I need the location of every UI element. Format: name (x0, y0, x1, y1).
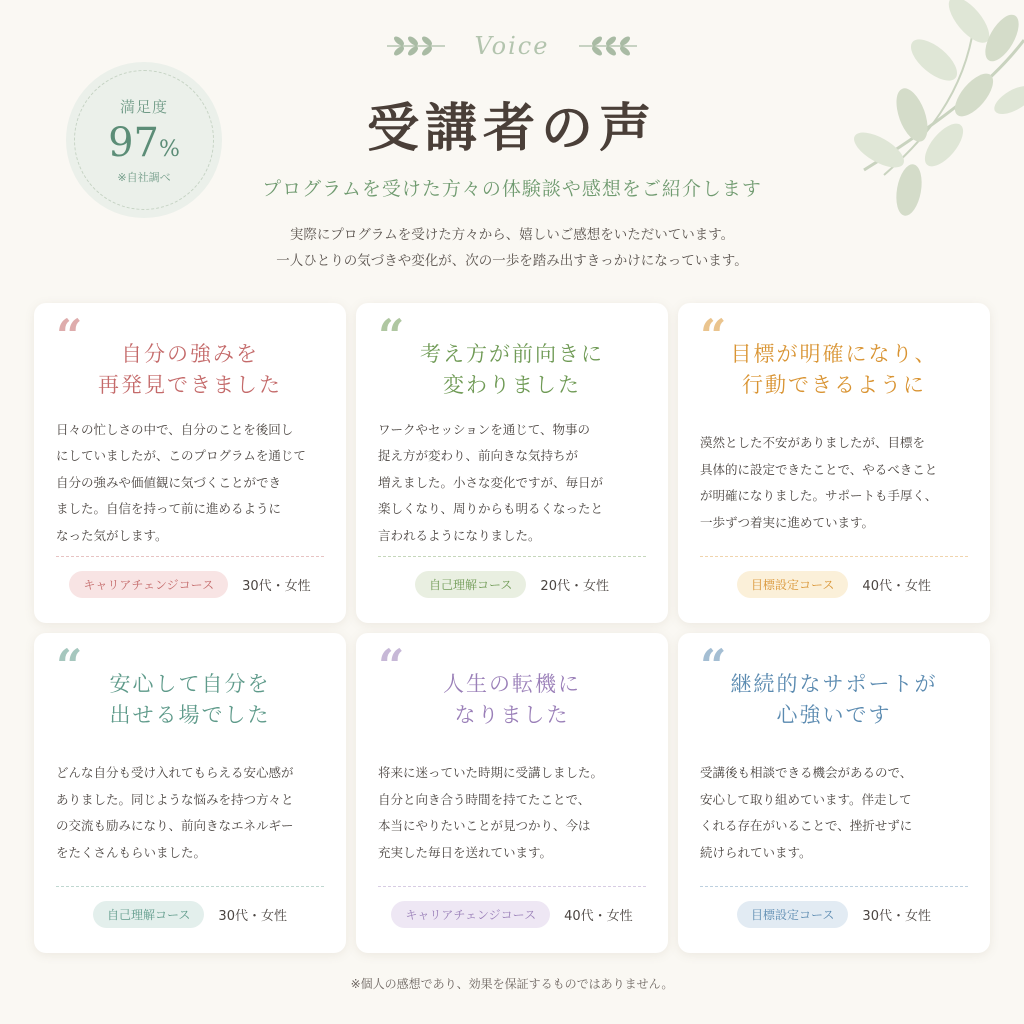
card-footer (700, 901, 968, 928)
card-body-line: 楽しくなり、周りからも明るくなったと (378, 501, 604, 517)
card-title (700, 339, 968, 401)
card-title (378, 339, 646, 401)
card-title (378, 669, 646, 731)
card-title-line: 考え方が前向きに (420, 342, 604, 366)
testimonial-card (34, 303, 346, 623)
intro-line: 一人ひとりの気づきや変化が、次の一歩を踏み出すきっかけになっています。 (276, 253, 748, 269)
card-footer (56, 901, 324, 928)
course-tag: 目標設定コース (737, 901, 848, 928)
card-body-line: 安心して取り組めています。伴走して (700, 791, 912, 807)
card-body-line: 充実した毎日を送れています。 (378, 844, 553, 860)
testimonial-card (356, 633, 668, 953)
badge-unit: % (159, 136, 180, 162)
testimonial-card (34, 633, 346, 953)
badge-number: 97 (108, 119, 159, 166)
card-divider (378, 556, 646, 557)
card-divider (56, 886, 324, 887)
disclaimer-footnote: ※個人の感想であり、効果を保証するものではありません。 (350, 977, 674, 991)
course-tag: 自己理解コース (93, 901, 204, 928)
card-body (56, 745, 324, 881)
quote-mark-icon: “ (56, 309, 83, 363)
sprig-left-icon (385, 35, 447, 57)
card-divider (378, 886, 646, 887)
card-body-line: 自分と向き合う時間を持てたことで、 (378, 791, 591, 807)
card-body-line: 一歩ずつ着実に進めています。 (700, 514, 875, 530)
card-body-line: くれる存在がいることで、挫折せずに (700, 818, 913, 833)
card-divider (56, 556, 324, 557)
testimonial-card (678, 303, 990, 623)
page-subtitle: プログラムを受けた方々の体験談や感想をご紹介します (262, 178, 762, 200)
card-body-line: なった気がします。 (56, 527, 168, 543)
card-body-line: ワークやセッションを通じて、物事の (378, 421, 591, 437)
card-body-line: 自分の強みや価値観に気づくことができ (56, 474, 282, 490)
card-body-line: 具体的に設定できたことで、やるべきこと (700, 461, 938, 477)
card-footer (56, 571, 324, 598)
intro-text (0, 222, 1024, 274)
badge-label: 満足度 (119, 97, 168, 116)
page-title: 受講者の声 (366, 98, 657, 159)
card-title-line: 変わりました (443, 373, 581, 397)
card-body-line: の交流も励みになり、前向きなエネルギー (56, 818, 294, 833)
quote-mark-icon: “ (700, 639, 727, 693)
course-tag: キャリアチェンジコース (69, 571, 228, 598)
reviewer-meta: 20代・女性 (540, 579, 609, 594)
voice-heading-row (0, 32, 1024, 60)
card-title (56, 339, 324, 401)
course-tag: 自己理解コース (415, 571, 526, 598)
card-body-line: 受講後も相談できる機会があるので、 (700, 765, 913, 780)
card-title-line: 目標が明確になり、 (730, 342, 938, 366)
badge-note: ※自社調べ (117, 170, 171, 184)
card-body-line: 言われるようになりました。 (378, 527, 541, 543)
card-title (56, 669, 324, 731)
card-body-line: 漠然とした不安がありましたが、目標を (700, 435, 926, 450)
card-body-line: 将来に迷っていた時期に受講しました。 (378, 765, 604, 780)
card-body-line: 本当にやりたいことが見つかり、今は (378, 818, 591, 833)
card-body-line: が明確になりました。サポートも手厚く、 (700, 488, 938, 503)
quote-mark-icon: “ (700, 309, 727, 363)
card-body-line: ました。自信を持って前に進めるように (56, 501, 282, 517)
card-body-line: どんな自分も受け入れてもらえる安心感が (56, 765, 294, 780)
card-title-line: 安心して自分を (109, 672, 271, 696)
course-tag: キャリアチェンジコース (391, 901, 550, 928)
card-body-line: 日々の忙しさの中で、自分のことを後回し (56, 421, 294, 437)
intro-line: 実際にプログラムを受けた方々から、嬉しいご感想をいただいています。 (289, 227, 735, 243)
card-footer (378, 571, 646, 598)
quote-mark-icon: “ (378, 639, 405, 693)
card-title-line: なりました (454, 703, 570, 727)
quote-mark-icon: “ (378, 309, 405, 363)
sprig-right-icon (577, 35, 639, 57)
card-body-line: をたくさんもらいました。 (56, 844, 207, 860)
card-body (378, 745, 646, 881)
reviewer-meta: 40代・女性 (564, 909, 633, 924)
card-body (56, 415, 324, 551)
card-title-line: 出せる場でした (109, 703, 271, 727)
card-title-line: 自分の強みを (121, 342, 259, 366)
voice-label: Voice (474, 32, 550, 60)
card-divider (700, 556, 968, 557)
reviewer-meta: 40代・女性 (862, 579, 931, 594)
course-tag: 目標設定コース (737, 571, 848, 598)
reviewer-meta: 30代・女性 (242, 579, 311, 594)
card-title-line: 再発見できました (98, 373, 282, 397)
card-body (700, 415, 968, 551)
card-body-line: 増えました。小さな変化ですが、毎日が (378, 474, 604, 490)
testimonial-card (678, 633, 990, 953)
card-title (700, 669, 968, 731)
card-title-line: 行動できるように (742, 373, 926, 397)
card-body-line: にしていましたが、このプログラムを通じて (56, 448, 306, 464)
reviewer-meta: 30代・女性 (862, 909, 931, 924)
reviewer-meta: 30代・女性 (218, 909, 287, 924)
card-title-line: 人生の転機に (443, 672, 581, 696)
testimonial-card (356, 303, 668, 623)
card-body (378, 415, 646, 551)
card-body-line: 続けられています。 (700, 844, 812, 860)
card-divider (700, 886, 968, 887)
card-footer (700, 571, 968, 598)
card-body (700, 745, 968, 881)
testimonial-grid (34, 303, 990, 953)
card-body-line: ありました。同じような悩みを持つ方々と (56, 791, 294, 807)
quote-mark-icon: “ (56, 639, 83, 693)
card-footer (378, 901, 646, 928)
card-title-line: 心強いです (776, 703, 892, 727)
card-body-line: 捉え方が変わり、前向きな気持ちが (378, 448, 579, 464)
card-title-line: 継続的なサポートが (730, 672, 938, 696)
